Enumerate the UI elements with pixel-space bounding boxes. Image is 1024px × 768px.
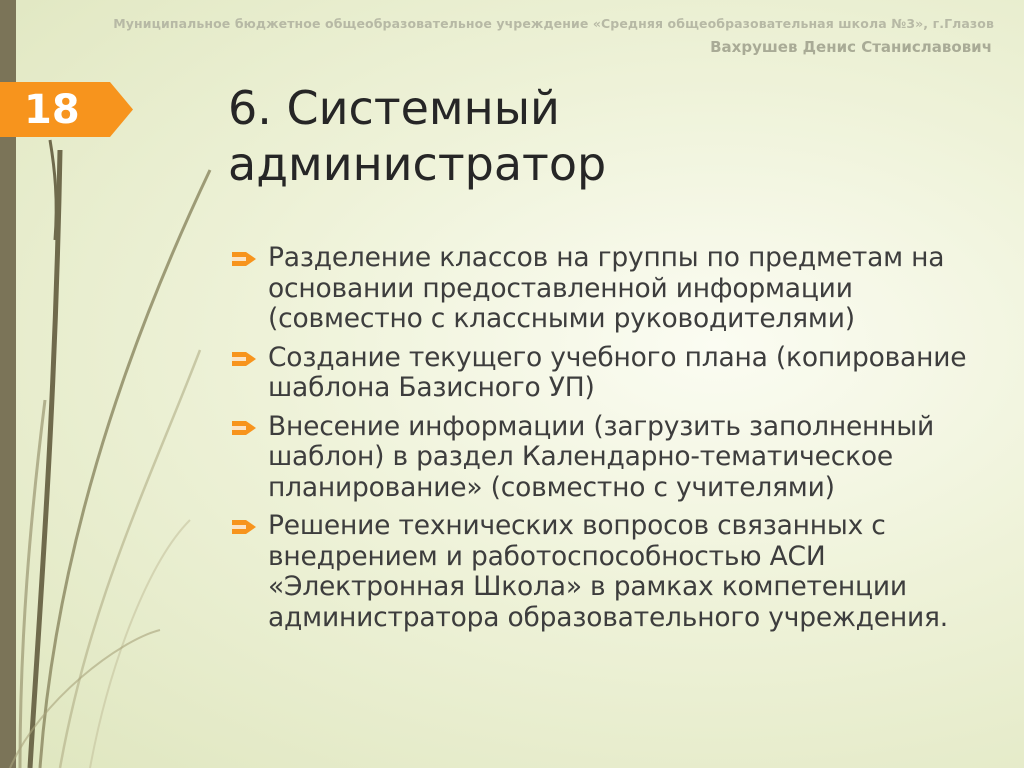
slide-number-badge [0,82,133,137]
bullet-item [232,343,992,404]
arrow-bullet-icon [232,252,256,266]
slide-title-line1: 6. Системный [228,81,560,135]
arrow-bullet-icon [232,421,256,435]
bullet-list [232,243,992,641]
slide-title-line2: администратор [228,137,607,191]
bullet-text: Разделение классов на группы по предметам на основании предоставленной информации (совместно с классными руководителями) [268,242,945,334]
bullet-item [232,412,992,504]
bullet-text: Создание текущего учебного плана (копирование шаблона Базисного УП) [268,341,967,403]
arrow-bullet-icon [232,352,256,366]
arrow-bullet-icon [232,520,256,534]
slide-title [228,80,928,192]
bullet-item [232,511,992,633]
bullet-text: Решение технических вопросов связанных с внедрением и работоспособностью АСИ «Электронная Школа» в рамках компетенции администратора образовательного учреждения. [268,510,948,633]
bullet-item [232,243,992,335]
slide-number: 18 [24,87,80,133]
bullet-text: Внесение информации (загрузить заполненный шаблон) в раздел Календарно-тематическое планирование» (совместно с учителями) [268,410,935,503]
header-organization: Муниципальное бюджетное общеобразовательное учреждение «Средняя общеобразовательная школа №3», г.Глазов [113,16,994,31]
header-author: Вахрушев Денис Станиславович [710,38,992,56]
